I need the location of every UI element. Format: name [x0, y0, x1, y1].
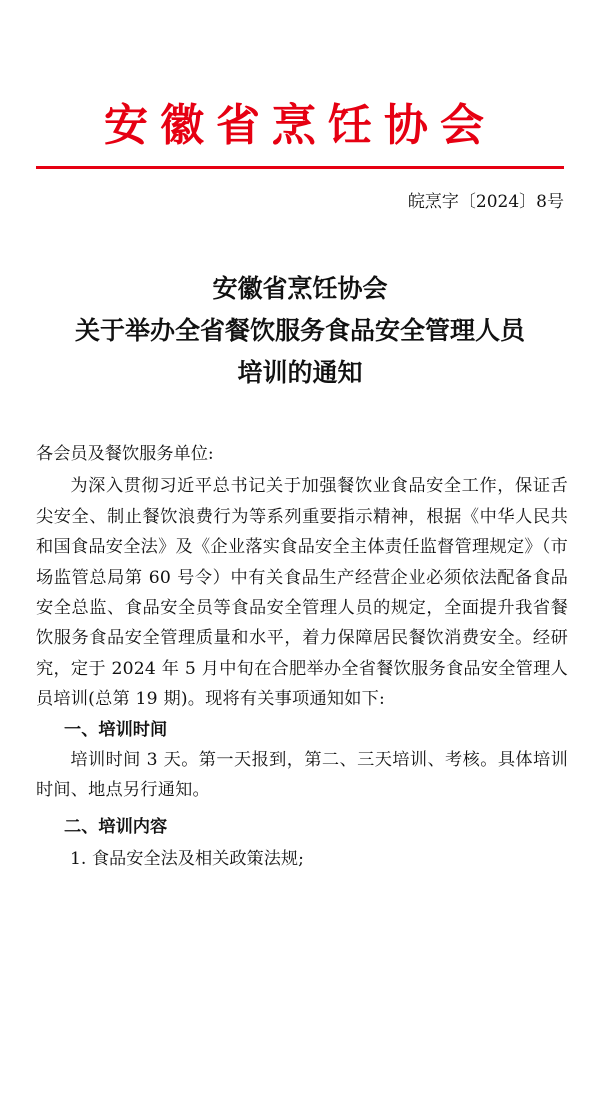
salutation: 各会员及餐饮服务单位: — [36, 444, 214, 464]
title-line-1: 安徽省烹饪协会 — [212, 274, 388, 303]
title-line-3: 培训的通知 — [237, 358, 363, 387]
notice-title — [0, 268, 600, 394]
masthead-title: 安徽省烹饪协会 — [104, 100, 496, 151]
section-heading-training-content: 二、培训内容 — [64, 816, 168, 837]
list-item: 1. 食品安全法及相关政策法规; — [70, 849, 304, 870]
red-divider-line — [36, 166, 564, 169]
notice-body — [36, 439, 568, 875]
intro-paragraph: 为深入贯彻习近平总书记关于加强餐饮业食品安全工作，保证舌尖安全、制止餐饮浪费行为等系列重要指示精神，根据《中华人民共和国食品安全法》及《企业落实食品安全主体责任监督管理规定》（市场监管总局第 60 号令）中有关食品生产经营企业必须依法配备食品安全总监、食品安全员等食品安全管理人员的规定，全面提升我省餐饮服务食品安全管理质量和水平，着力保障居民餐饮消费安全。经研究，定于 2024 年 5 月中旬在合肥举办全省餐饮服务食品安全管理人员培训(总第 19 期)。现将有关事项通知如下: — [36, 476, 568, 710]
section-heading-training-time: 一、培训时间 — [64, 719, 168, 740]
training-time-paragraph: 培训时间 3 天。第一天报到，第二、三天培训、考核。具体培训时间、地点另行通知。 — [36, 750, 568, 801]
title-line-2: 关于举办全省餐饮服务食品安全管理人员 — [74, 316, 525, 345]
document-number: 皖烹字〔2024〕8号 — [407, 192, 564, 212]
